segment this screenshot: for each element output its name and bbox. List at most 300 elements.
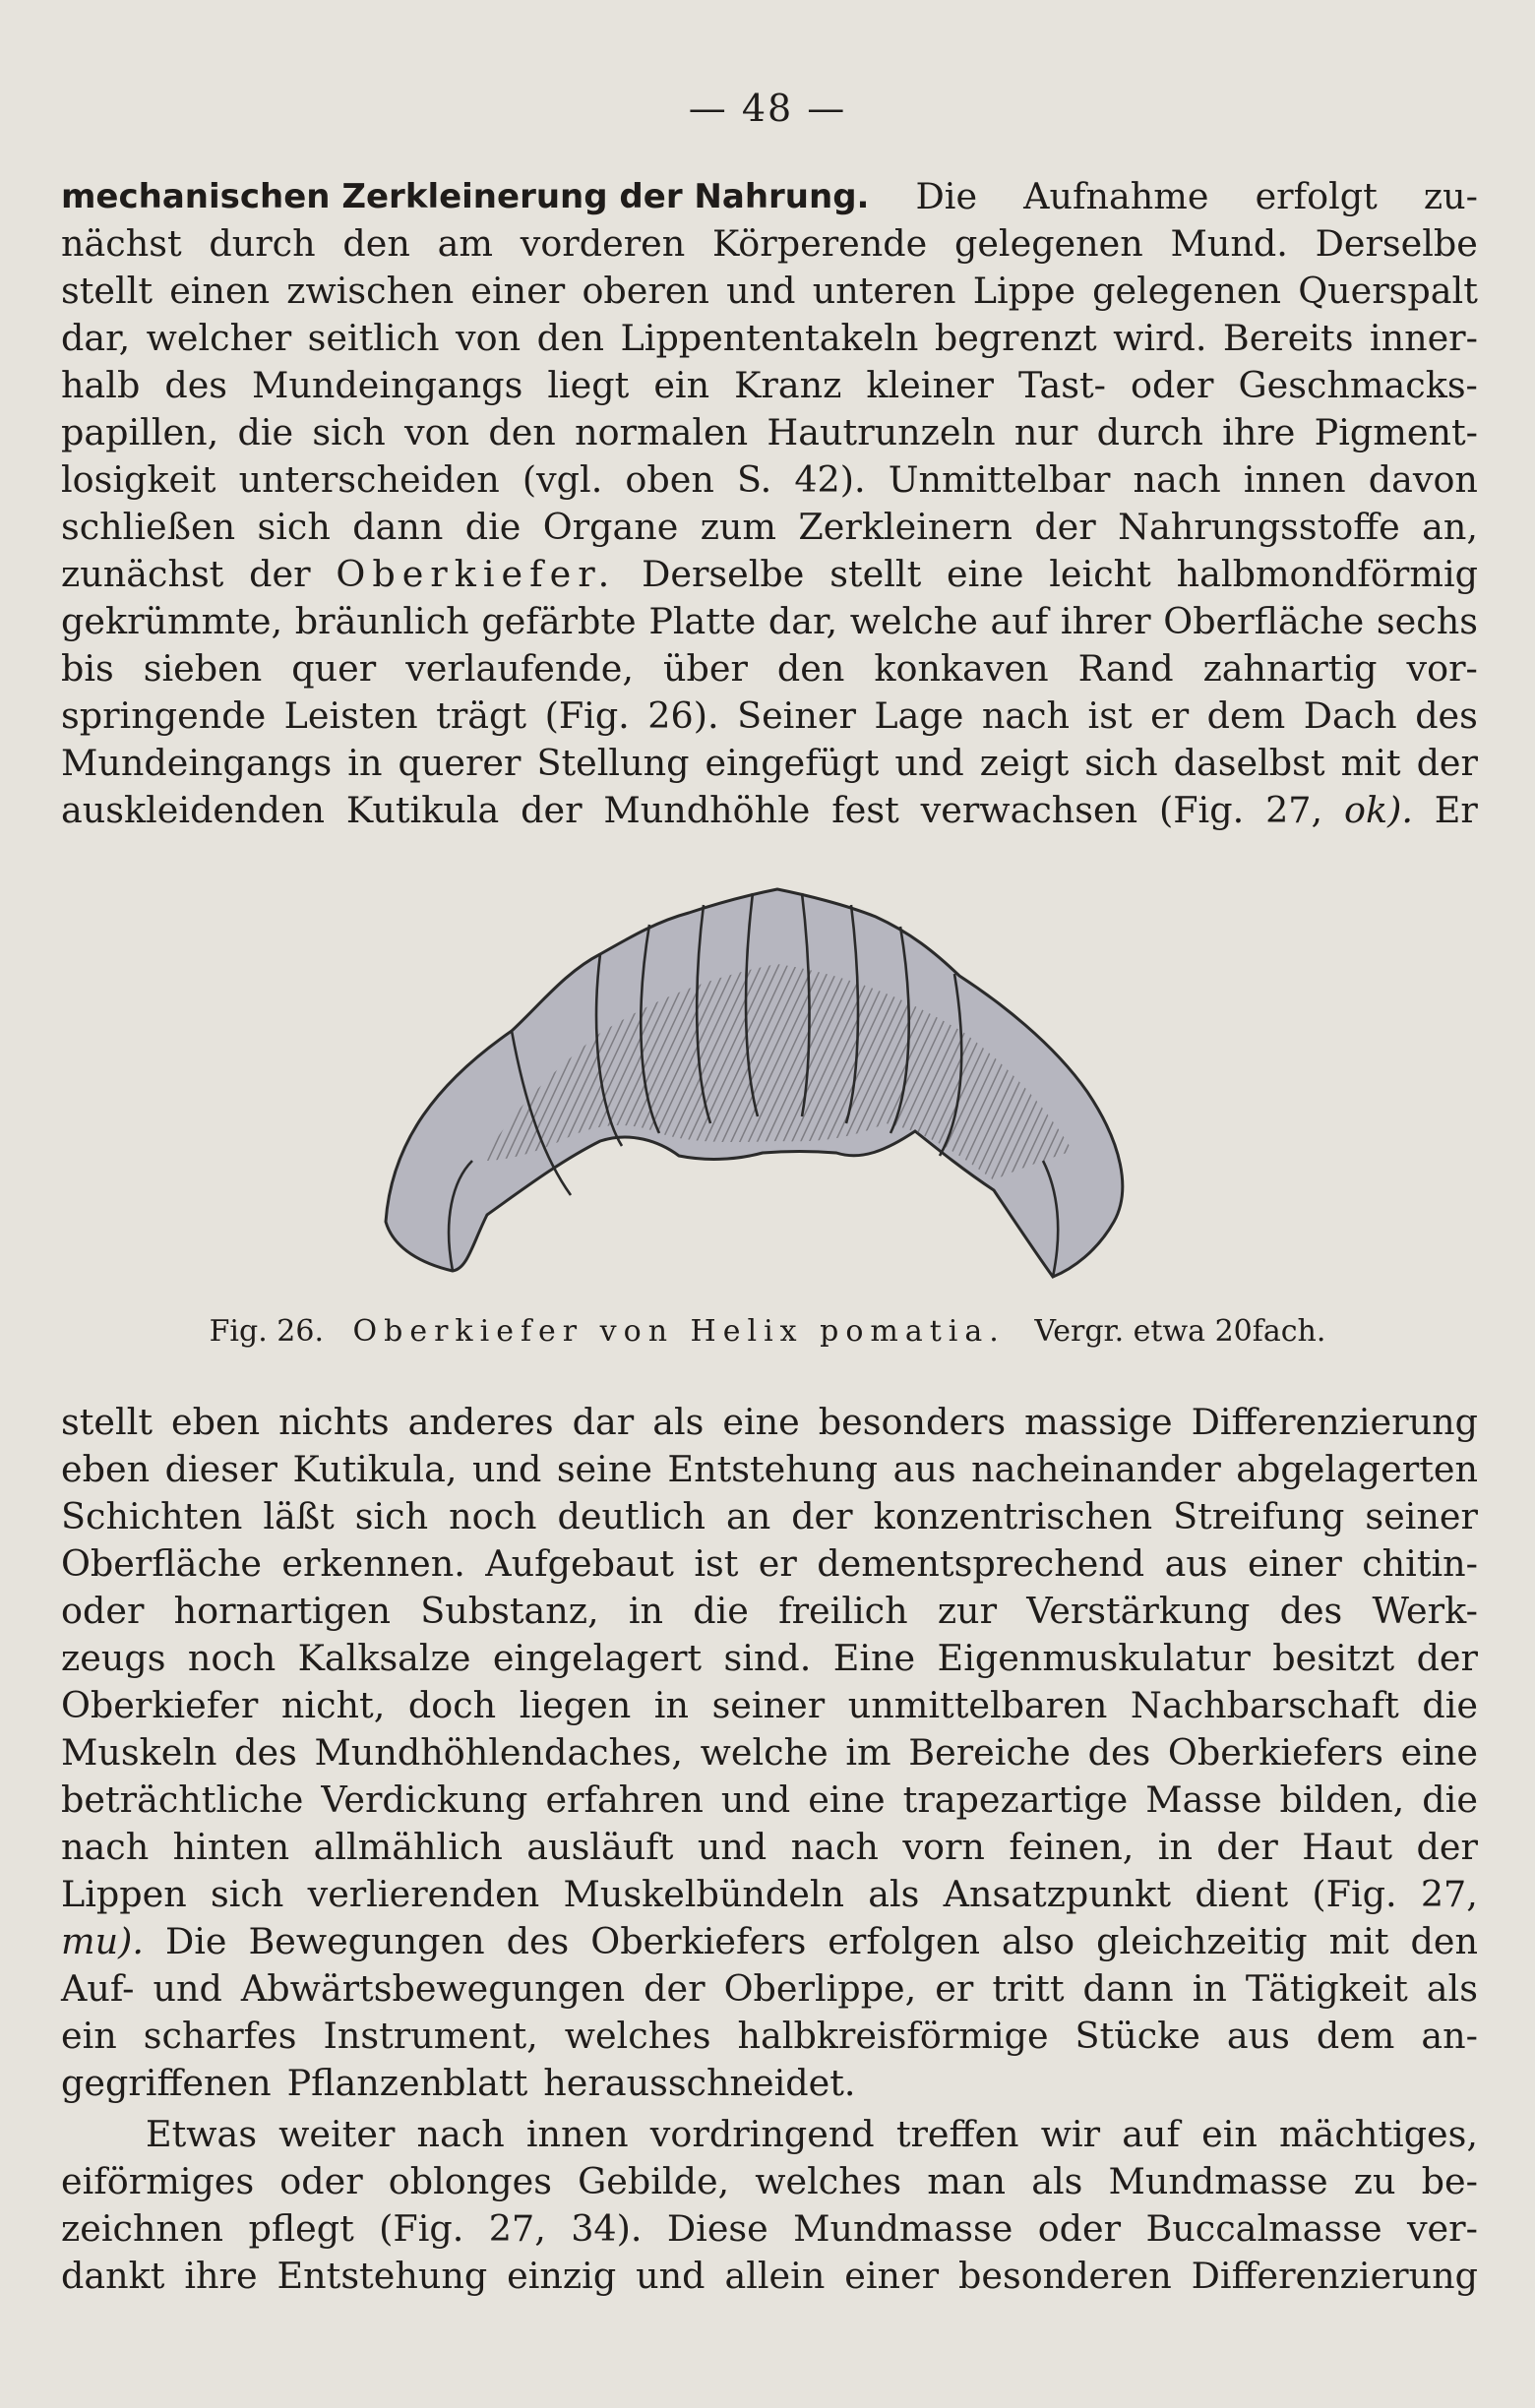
word: konzentrischen [873, 1495, 1153, 1537]
word: einer [1247, 1542, 1342, 1585]
word: stellt [61, 1401, 154, 1443]
word: vordringend [649, 2113, 875, 2155]
word: ihre [1222, 411, 1296, 453]
word: zum [700, 506, 777, 548]
word: Differenzierung [1191, 2255, 1478, 2297]
word: oben [625, 458, 714, 501]
word: bilden, [1279, 1778, 1405, 1821]
word: ein [1201, 2113, 1258, 2155]
text-line [61, 551, 1478, 598]
word: eine [808, 1778, 886, 1821]
text-line [61, 692, 1478, 740]
word: Bereits [1222, 317, 1354, 359]
word: der [1034, 506, 1096, 548]
text-line [61, 173, 1478, 220]
word: oder [279, 2160, 363, 2202]
word: Nachbarschaft [1130, 1684, 1399, 1726]
word: unterscheiden [238, 458, 500, 501]
word: Hautrunzeln [767, 411, 996, 453]
word: der [1416, 1826, 1478, 1868]
word: und [697, 1826, 768, 1868]
word: feinen, [1009, 1826, 1135, 1868]
word: dann [352, 506, 444, 548]
word: welcher [146, 317, 292, 359]
word: vor- [1406, 647, 1478, 690]
text-line [61, 2060, 1478, 2107]
word: in [628, 1590, 664, 1632]
word: an, [1422, 506, 1478, 548]
word: oder [61, 1590, 145, 1632]
word: querer [398, 742, 522, 784]
word: die [237, 411, 294, 453]
text-line [61, 2253, 1478, 2300]
word: be- [1421, 2160, 1478, 2202]
word: nichts [278, 1401, 390, 1443]
word: halbmondförmig [1176, 553, 1478, 595]
word: den [776, 647, 845, 690]
word: dar, [768, 600, 838, 642]
text-line [61, 268, 1478, 315]
word: Kutikula [345, 789, 500, 831]
word: anderes [407, 1401, 554, 1443]
text-line [61, 1399, 1478, 1446]
word: Haut [1302, 1826, 1393, 1868]
word: von [403, 411, 470, 453]
word: der [521, 789, 583, 831]
word: läßt [263, 1495, 335, 1537]
word: Entstehung [667, 1448, 879, 1490]
word: halb [61, 364, 141, 406]
word: Die [164, 1920, 227, 1962]
text-line [61, 1446, 1478, 1493]
word: Geschmacks- [1238, 364, 1478, 406]
word: massige [1024, 1401, 1173, 1443]
word: Die [915, 175, 978, 217]
word: Differenzierung [1191, 1401, 1478, 1443]
word: als [652, 1401, 705, 1443]
word: welche [700, 1731, 829, 1774]
text-line [61, 2158, 1478, 2205]
word: herausschneidet. [543, 2062, 856, 2104]
text-line [61, 1824, 1478, 1871]
word: hornartigen [173, 1590, 392, 1632]
word: Kranz [734, 364, 842, 406]
word: mit [1328, 1920, 1389, 1962]
word: dem [1316, 2015, 1395, 2057]
word: des [1087, 1731, 1151, 1774]
word: wir [1040, 2113, 1101, 2155]
text-line [61, 1918, 1478, 1965]
word: durch [209, 222, 316, 265]
word: Mundeingangs [252, 364, 523, 406]
word: den [536, 317, 605, 359]
word: stellt [61, 270, 154, 312]
word: die [464, 506, 522, 548]
word: daselbst [1173, 742, 1325, 784]
word: tritt [992, 1967, 1065, 2010]
word: Verstärkung [1026, 1590, 1251, 1632]
word: dann [1082, 1967, 1174, 2010]
word: einen [169, 270, 271, 312]
word: verlierenden [307, 1873, 540, 1915]
word: ist [1087, 694, 1133, 737]
word: und [471, 1448, 542, 1490]
word: Organe [542, 506, 679, 548]
word: verwachsen [920, 789, 1138, 831]
word: sieben [143, 647, 263, 690]
text-line [61, 740, 1478, 787]
word: trapezartige [902, 1778, 1129, 1821]
word: der [1216, 1826, 1278, 1868]
word: Stellung [536, 742, 690, 784]
word: seitlich [307, 317, 440, 359]
word: zahnartig [1202, 647, 1378, 690]
word: vorn [902, 1826, 985, 1868]
word: treffen [895, 2113, 1019, 2155]
word: allein [724, 2255, 826, 2297]
word: aus [1164, 1542, 1228, 1585]
word: freilich [778, 1590, 908, 1632]
word: einzig [507, 2255, 617, 2297]
text-line [61, 1965, 1478, 2013]
word: in [1192, 1967, 1227, 2010]
word: eingefügt [705, 742, 880, 784]
word: er [1150, 694, 1190, 737]
word: unmittelbaren [847, 1684, 1108, 1726]
word: Muskeln [61, 1731, 217, 1774]
word: besonders [818, 1401, 1007, 1443]
word: inner- [1369, 317, 1478, 359]
word: Eine [832, 1637, 916, 1679]
word: des [234, 1731, 297, 1774]
word: als [1031, 2160, 1083, 2202]
word: verlaufende, [405, 647, 634, 690]
word: Pflanzenblatt [286, 2062, 528, 2104]
word: (Fig. [379, 2207, 464, 2250]
word: Oberfläche [1163, 600, 1365, 642]
word: zur [937, 1590, 998, 1632]
word: an [725, 1495, 771, 1537]
word: 26). [647, 694, 719, 737]
word: Instrument, [323, 2015, 538, 2057]
word: oder [1037, 2207, 1122, 2250]
word: Derselbe [1315, 222, 1478, 265]
word: zeigt [979, 742, 1070, 784]
word: aus [892, 1448, 956, 1490]
word: in [347, 742, 383, 784]
text-line [61, 456, 1478, 504]
text-line [61, 645, 1478, 692]
word: mit [1340, 742, 1401, 784]
word: dient [1195, 1873, 1289, 1915]
word: S. [736, 458, 772, 501]
word: sich [210, 1873, 284, 1915]
word: erfahren [545, 1778, 704, 1821]
word: Pigment- [1314, 411, 1478, 453]
word: Mundmasse [793, 2207, 1013, 2250]
word: 27, [1265, 789, 1323, 831]
upper-jaw-illustration [364, 866, 1171, 1298]
word: Tätigkeit [1245, 1967, 1408, 2010]
word: nach [981, 694, 1071, 737]
word: Derselbe [642, 553, 805, 595]
word: (vgl. [522, 458, 603, 501]
word: Mundhöhlendaches, [314, 1731, 684, 1774]
word: gleichzeitig [1096, 1920, 1308, 1962]
word: mächtiges, [1279, 2113, 1478, 2155]
word: der [791, 1495, 853, 1537]
word: Körperende [712, 222, 928, 265]
word: (Fig. [1312, 1873, 1397, 1915]
text-line [61, 504, 1478, 551]
word: stellt [829, 553, 922, 595]
text-line [61, 409, 1478, 456]
word: des [1415, 694, 1478, 737]
word: innen [1243, 458, 1346, 501]
word: zeichnen [61, 2207, 224, 2250]
word: Bewegungen [248, 1920, 485, 1962]
word: Dach [1303, 694, 1397, 737]
word: ihre [184, 2255, 258, 2297]
word: nacheinander [971, 1448, 1221, 1490]
word: Tast- [1018, 364, 1107, 406]
word: die [1422, 1684, 1478, 1726]
text-line [61, 787, 1478, 834]
word: bräunlich [294, 600, 469, 642]
word: sind. [723, 1637, 812, 1679]
word: Masse [1145, 1778, 1262, 1821]
word: am [437, 222, 493, 265]
word: der [249, 553, 311, 595]
word: den [488, 411, 556, 453]
text-line [61, 1635, 1478, 1682]
word: Mundhöhle [603, 789, 811, 831]
word: 27, [1420, 1873, 1478, 1915]
word: als [1426, 1967, 1478, 2010]
word: sechs [1376, 600, 1478, 642]
word: Entstehung [276, 2255, 488, 2297]
word: nächst [61, 222, 182, 265]
paragraph-1 [61, 173, 1478, 834]
word: seiner [1365, 1495, 1478, 1537]
word: dar [572, 1401, 635, 1443]
word: weiter [278, 2113, 396, 2155]
word: zwischen [286, 270, 455, 312]
word: welche [849, 600, 978, 642]
word: ist [694, 1542, 739, 1585]
word: dieser [164, 1448, 277, 1490]
word: welches [564, 2015, 711, 2057]
word: Eigenmuskulatur [937, 1637, 1251, 1679]
word: auf [1122, 2113, 1180, 2155]
word: halbkreisförmige [737, 2015, 1049, 2057]
word: chitin- [1362, 1542, 1478, 1585]
figure-title: Oberkiefer von Helix pomatia. [352, 1314, 1006, 1349]
word: hinten [172, 1826, 290, 1868]
word: einer [470, 270, 566, 312]
word: er [935, 1967, 974, 2010]
word: Er [1434, 789, 1478, 831]
word: eiförmiges [61, 2160, 255, 2202]
word: der [1416, 1637, 1478, 1679]
figure-caption [0, 1314, 1535, 1349]
word: Werk- [1372, 1590, 1478, 1632]
word: des [164, 364, 228, 406]
word: Verdickung [321, 1778, 528, 1821]
word: zu- [1423, 175, 1478, 217]
word: Schichten [61, 1495, 243, 1537]
word: papillen, [61, 411, 219, 453]
word: und [636, 2255, 706, 2297]
word: deutlich [557, 1495, 706, 1537]
word: abgelagerten [1236, 1448, 1478, 1490]
word: begrenzt [934, 317, 1097, 359]
word: Kalksalze [297, 1637, 471, 1679]
word: er [758, 1542, 797, 1585]
text-line [61, 1540, 1478, 1588]
word: der [644, 1967, 706, 2010]
word: Kutikula, [292, 1448, 458, 1490]
word: Unmittelbar [888, 458, 1111, 501]
word: Gebilde, [578, 2160, 730, 2202]
word: 27, [488, 2207, 546, 2250]
word: Lage [874, 694, 964, 737]
word: ihrer [1060, 600, 1151, 642]
word: die [1422, 1778, 1478, 1821]
word: oberen [582, 270, 709, 312]
word: und [726, 270, 796, 312]
text-line [61, 598, 1478, 645]
word: auskleidenden [61, 789, 326, 831]
word: Buccalmasse [1145, 2207, 1382, 2250]
text-line [61, 1871, 1478, 1918]
paragraph-2 [61, 1399, 1478, 2107]
word: zunächst [61, 553, 224, 595]
word: zeugs [61, 1637, 166, 1679]
word: Aufgebaut [485, 1542, 674, 1585]
text-line [61, 2205, 1478, 2253]
word: und [720, 1778, 791, 1821]
text-line [61, 2111, 1478, 2158]
word: also [1001, 1920, 1075, 1962]
text-line [61, 1682, 1478, 1729]
word: beträchtliche [61, 1778, 304, 1821]
word: gelegenen [953, 222, 1143, 265]
word: und [894, 742, 964, 784]
word: nach [1133, 458, 1221, 501]
word: Lippententakeln [620, 317, 919, 359]
word: wird. [1113, 317, 1207, 359]
word: dem [1206, 694, 1286, 737]
word: nicht, [280, 1684, 386, 1726]
word: eben [61, 1448, 151, 1490]
word: nach [416, 2113, 505, 2155]
word: Etwas [146, 2113, 258, 2155]
word: innen [525, 2113, 629, 2155]
word: vorderen [520, 222, 686, 265]
word: 34). [571, 2207, 643, 2250]
word: mu). [61, 1920, 144, 1962]
word: oder [1131, 364, 1214, 406]
word: welches [755, 2160, 902, 2202]
text-line [61, 1588, 1478, 1635]
word: eine [1400, 1731, 1478, 1774]
word: Zerkleinern [798, 506, 1013, 548]
word: sich [1084, 742, 1158, 784]
word: trägt [436, 694, 527, 737]
word: quer [291, 647, 377, 690]
word: Mundmasse [1108, 2160, 1328, 2202]
word: eben [171, 1401, 261, 1443]
page-number: — 48 — [688, 87, 847, 130]
word: Lippe [972, 270, 1075, 312]
word: Muskelbündeln [563, 1873, 844, 1915]
word: Leisten [283, 694, 418, 737]
word: (Fig. [544, 694, 630, 737]
word: dankt [61, 2255, 165, 2297]
word: unteren [812, 270, 956, 312]
text-line [61, 1493, 1478, 1540]
word: 42). [794, 458, 866, 501]
word: ein [653, 364, 710, 406]
word: sich [312, 411, 386, 453]
word: nach [61, 1826, 150, 1868]
text-line [61, 2013, 1478, 2060]
word: eine [947, 553, 1024, 595]
word: des [506, 1920, 570, 1962]
word: liegen [519, 1684, 632, 1726]
word: Rand [1077, 647, 1174, 690]
word: gefärbte [481, 600, 637, 642]
word: zu [1353, 2160, 1396, 2202]
word: (Fig. [1158, 789, 1245, 831]
word: springende [61, 694, 267, 737]
word: seiner [711, 1684, 826, 1726]
word: nur [1013, 411, 1078, 453]
figure-label: Fig. 26. [209, 1314, 324, 1349]
word: nach [790, 1826, 879, 1868]
word: Substanz, [420, 1590, 599, 1632]
word: dar, [61, 317, 131, 359]
word: in [1157, 1826, 1193, 1868]
word: der [1416, 742, 1478, 784]
word: schließen [61, 506, 236, 548]
word: sich [257, 506, 331, 548]
word: Diese [666, 2207, 768, 2250]
word: auf [990, 600, 1049, 642]
word: man [927, 2160, 1007, 2202]
word: Streifung [1173, 1495, 1345, 1537]
word: als [868, 1873, 920, 1915]
word: erfolgt [1255, 175, 1378, 217]
word: Ansatzpunkt [943, 1873, 1172, 1915]
word: in [653, 1684, 689, 1726]
word: an- [1421, 2015, 1478, 2057]
word: normalen [575, 411, 749, 453]
word: und [153, 1967, 222, 2010]
word: aus [1226, 2015, 1290, 2057]
word: allmählich [313, 1826, 503, 1868]
word: seine [556, 1448, 652, 1490]
word: einer [844, 2255, 940, 2297]
word: gelegenen [1092, 270, 1281, 312]
word: Lippen [61, 1873, 187, 1915]
word: Oberlippe, [723, 1967, 917, 2010]
word: dementsprechend [817, 1542, 1145, 1585]
word: noch [187, 1637, 276, 1679]
word: bis [61, 647, 114, 690]
word: des [1279, 1590, 1343, 1632]
